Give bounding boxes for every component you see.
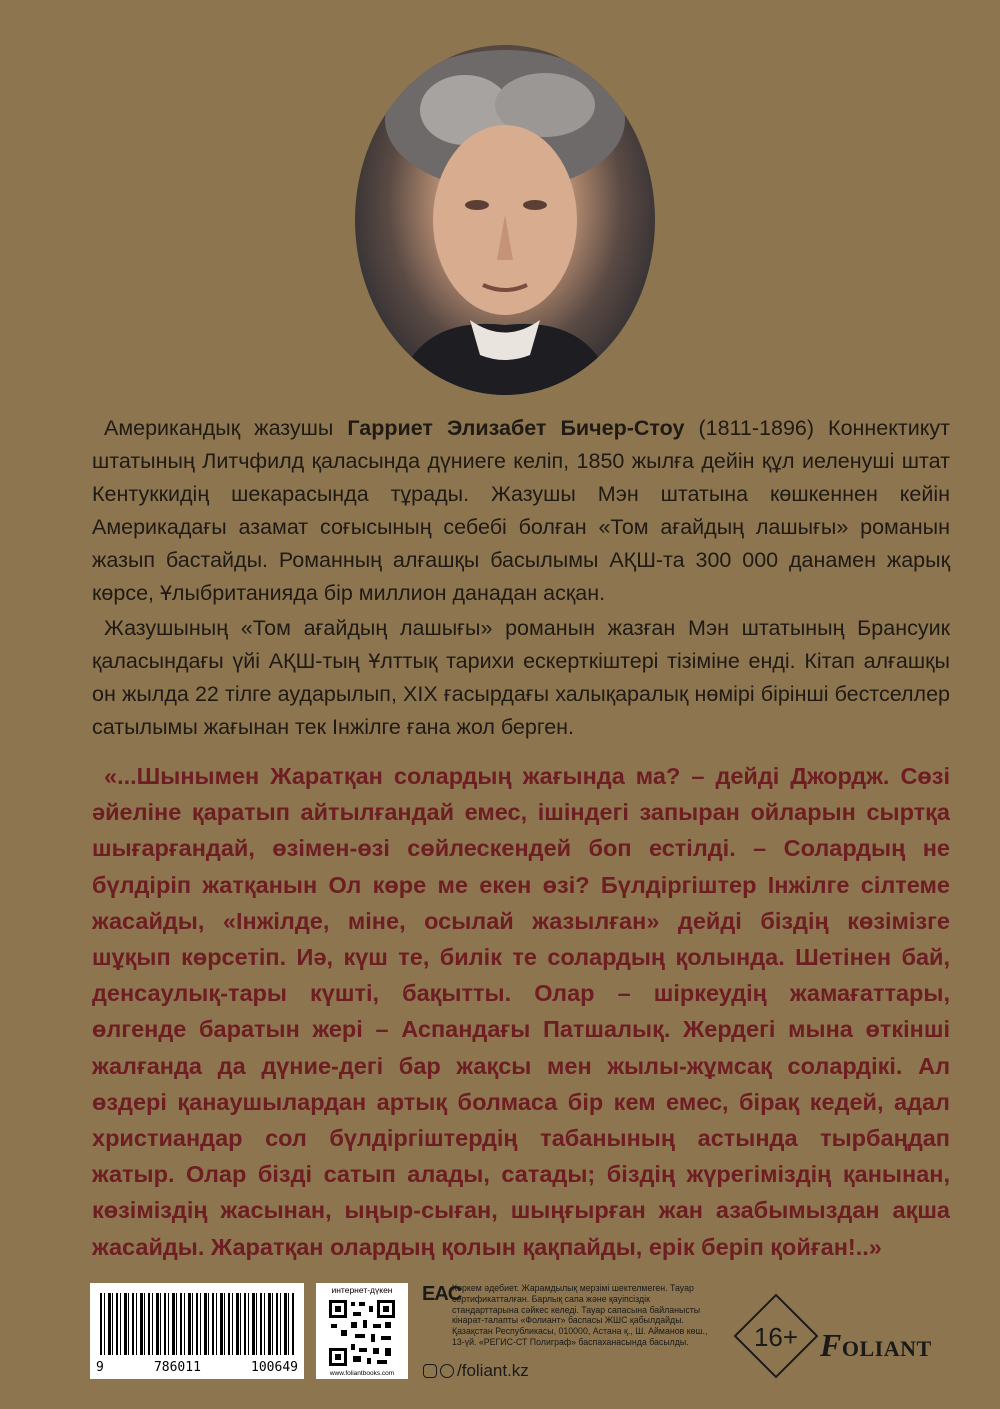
bio-text: Американдық жазушы <box>104 416 348 440</box>
author-portrait <box>355 45 655 395</box>
author-name: Гарриет Элизабет Бичер-Стоу <box>347 416 685 440</box>
barcode-digit-lead: 9 <box>96 1360 104 1375</box>
bio-paragraph-1 <box>92 412 950 610</box>
barcode-digits-right: 100649 <box>251 1360 298 1375</box>
bio-text: (1811-1896) Коннектикут штатының Литчфилд қаласында дүниеге келіп, 1850 жылға дейін құл иеленуші штат Кентуккидің шекарасында тұрады. Жазушы Мэн штатына көшкеннен кейін Америкадағы азамат соғысының себебі болған «Том ағайдың лашығы» романын жазып бастайды. Романның алғашқы басылымы АҚШ-та 300 000 данамен жарық көрсе, Ұлыбританияда бір миллион данадан асқан. <box>92 416 950 605</box>
facebook-icon[interactable] <box>440 1364 454 1378</box>
barcode-bars <box>100 1293 294 1355</box>
legal-info: Көркем әдебиет. Жарамдылық мерзімі шектелмеген. Тауар сертификатталған. Барлық сапа және қауіпсіздік стандарттарына сәйкес келеді. Тауар сапасына байланысты кінарат-талапты «Фолиант» баспасы ЖШС қабылдайды. Қазақстан Республикасы, 010000, Астана қ., Ш. Айманов көш., 13-үй. «РЕГИС-СТ Полиграф» баспаханасында басылды. <box>452 1283 708 1347</box>
qr-code-icon <box>327 1298 397 1368</box>
social-links[interactable] <box>423 1361 529 1381</box>
portrait-image <box>355 45 655 395</box>
social-handle[interactable]: /foliant.kz <box>457 1361 529 1380</box>
isbn-barcode <box>90 1283 304 1379</box>
qr-caption-bottom: www.foliantbooks.com <box>329 1370 395 1377</box>
bio-paragraph-2: Жазушының «Том ағайдың лашығы» романын жазған Мэн штатының Брансуик қаласындағы үйі АҚШ-тың Ұлттық тарихи ескерткіштері тізіміне енді. Кітап алғашқы он жылда 22 тілге аударылып, XIX ғасырдағы халықаралық нөмірі бірінші бестселлер сатылымы жағынан тек Інжілге ғана жол берген. <box>92 616 950 739</box>
qr-caption-top: интернет-дүкен <box>331 1285 393 1295</box>
logo-text: OLIANT <box>841 1336 932 1361</box>
logo-initial: F <box>820 1327 842 1363</box>
instagram-icon[interactable] <box>423 1364 437 1378</box>
book-quote: «...Шынымен Жаратқан солардың жағында ма? – дейді Джордж. Сөзі әйеліне қаратып айтылғандай емес, ішіндегі запыран ойларын сыртқа шығарғандай, өзімен-өзі сөйлескендей боп естілді. – Солардың не бүлдіріп жатқанын Ол көре ме екен өзі? Бүлдіргіштер Інжілге сілтеме жасайды, «Інжілде, міне, осылай жазылған» дейді біздің көзімізге шұқып көрсетіп. Иә, күш те, билік те солардың қолында. Шетінен бай, денсаулық-тары күшті, бақытты. Олар – шіркеудің жамағаттары, өлгенде баратын жері – Аспандағы Патшалық. Жердегі мына өткінші жалғанда да дүние-дегі бар жақсы мен жылы-жұмсақ солардікі. Ал өздері қанаушылардан артық болмаса бір кем емес, бірақ кедей, адал христиандар сол бүлдіргіштердің табанының астында тырбаңдап жатыр. Олар бізді сатып алады, сатады; біздің жүрегіміздің қанынан, көзіміздің жасынан, ыңыр-сыған, шыңғырған жан азабымыздан ақша жасайды. Жаратқан олардың қолын қақпайды, ерік беріп қойған!..» <box>92 763 950 1260</box>
qr-code-box[interactable] <box>316 1283 408 1379</box>
author-biography <box>92 412 950 746</box>
publisher-logo <box>820 1327 932 1364</box>
age-rating: 16+ <box>753 1322 799 1352</box>
barcode-number <box>96 1360 298 1375</box>
eac-mark: EAC <box>422 1283 462 1305</box>
barcode-digits-left: 786011 <box>153 1360 201 1375</box>
